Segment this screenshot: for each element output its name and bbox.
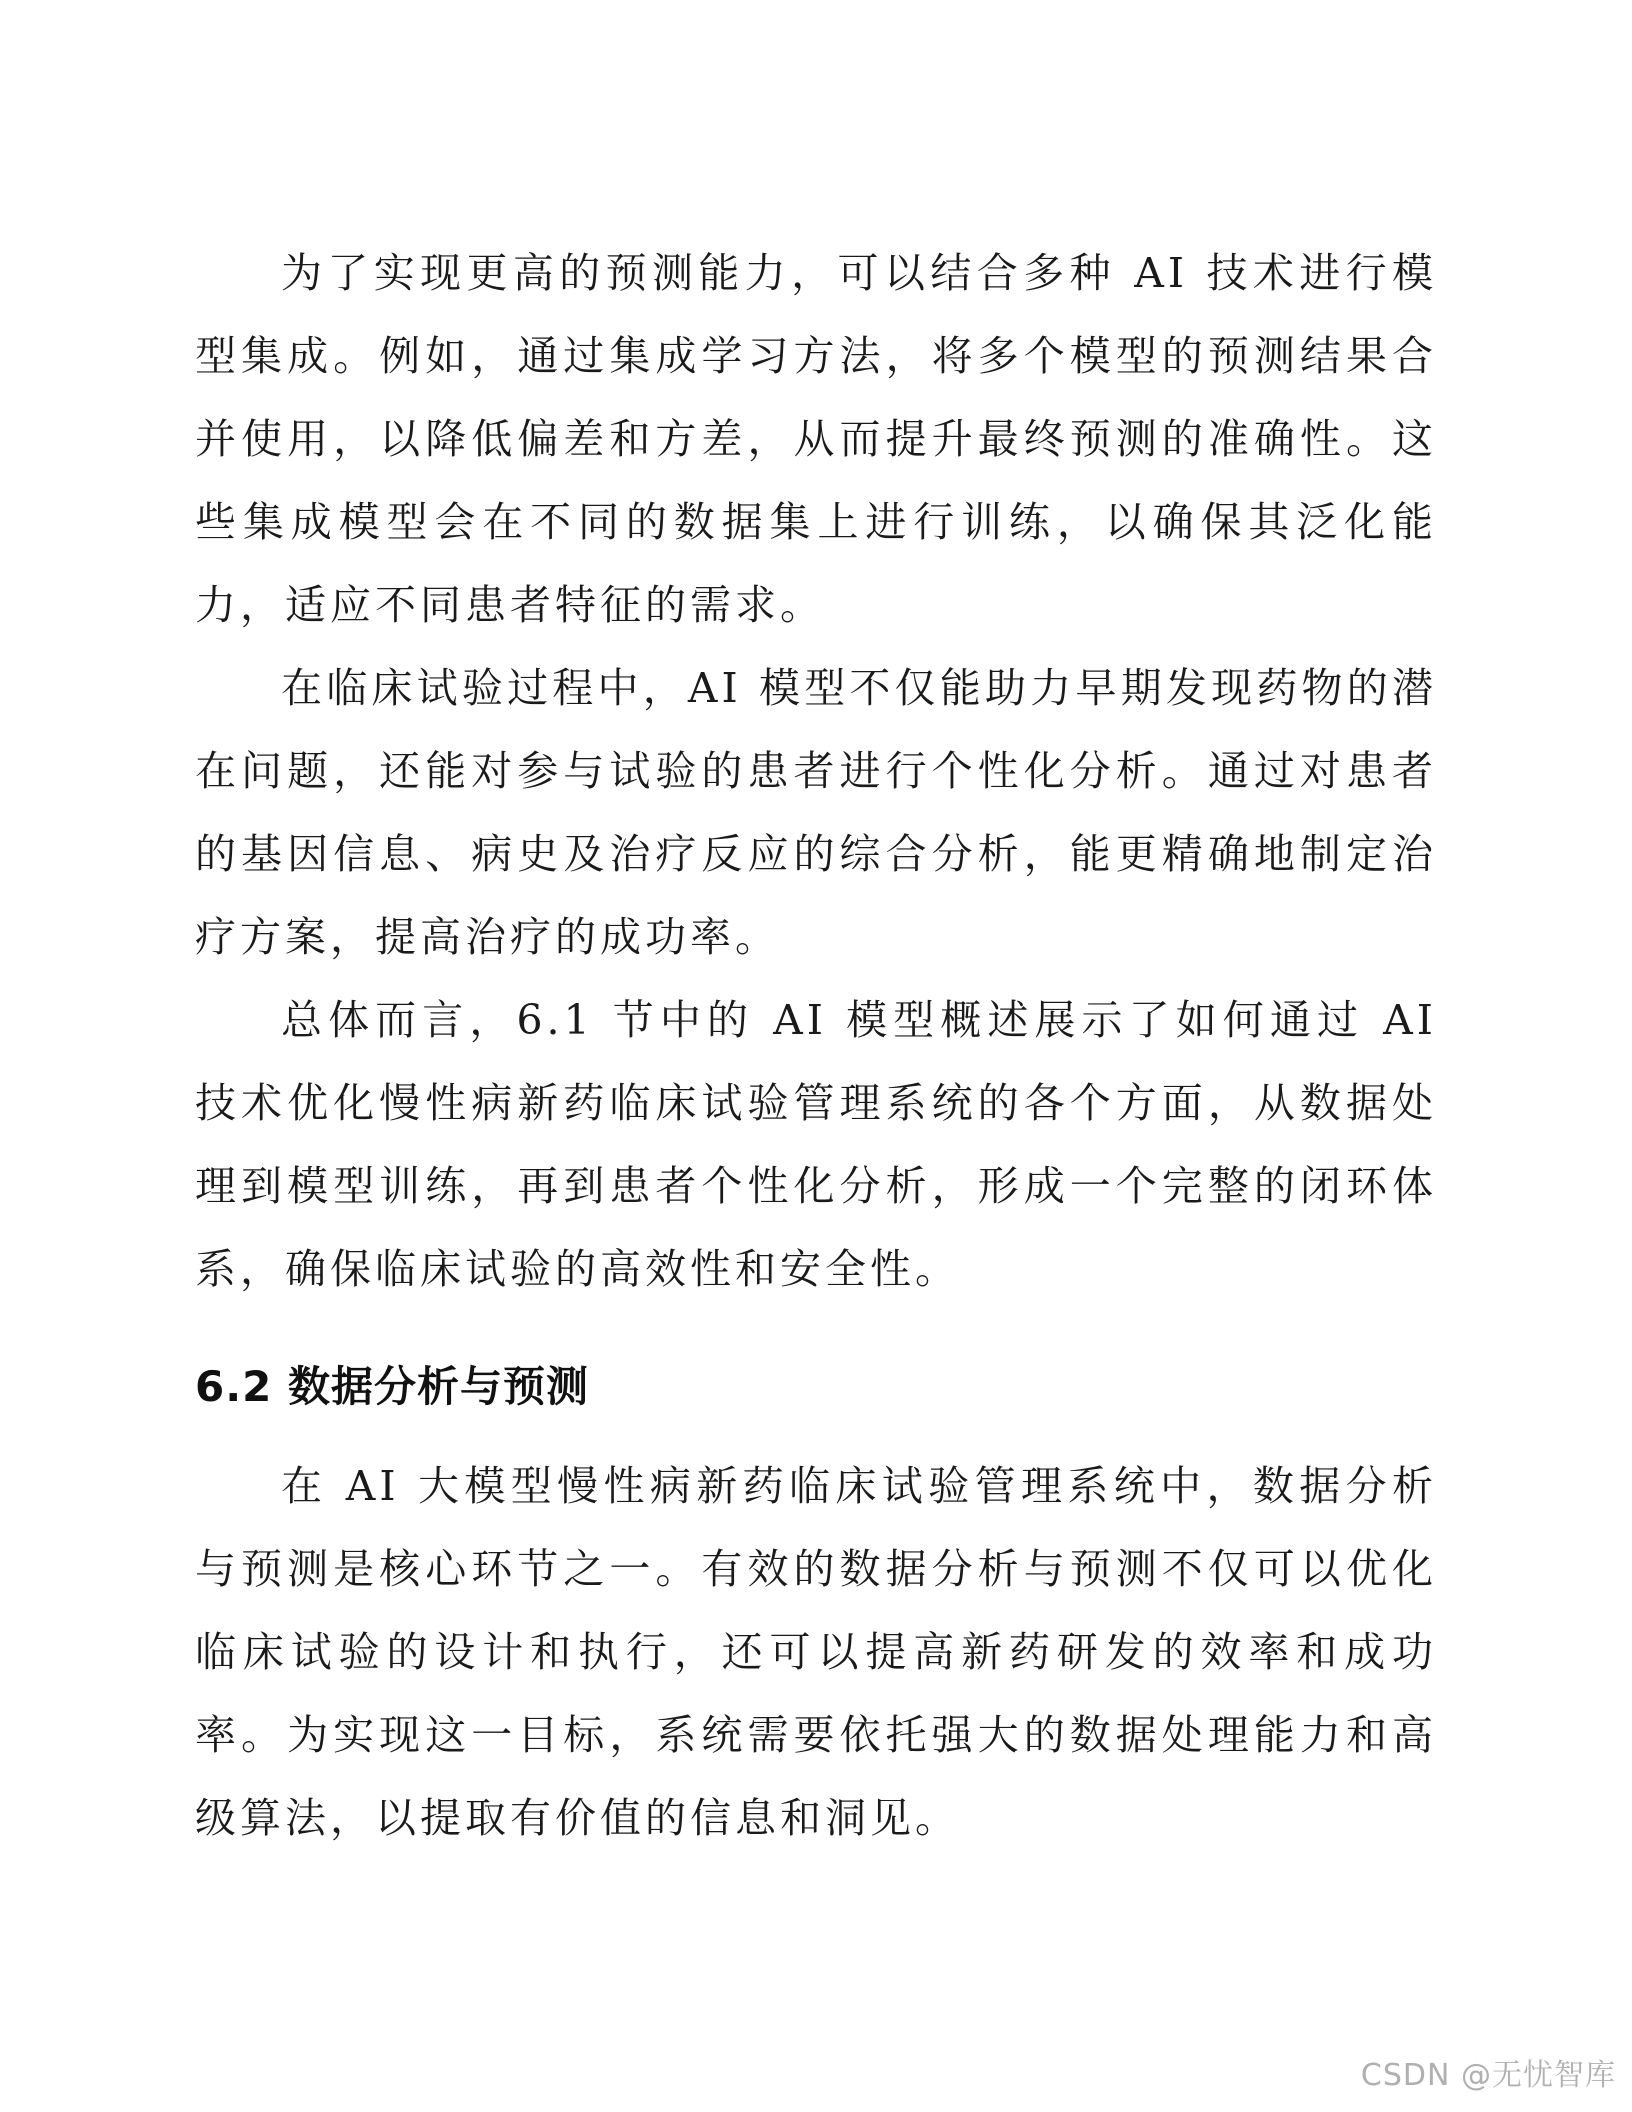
paragraph-model-ensemble: 为了实现更高的预测能力，可以结合多种 AI 技术进行模型集成。例如，通过集成学习方法，将多个模型的预测结果合并使用，以降低偏差和方差，从而提升最终预测的准确性。这些集成模型会在不同的数据集上进行训练，以确保其泛化能力，适应不同患者特征的需求。: [195, 249, 1437, 629]
document-body: [195, 232, 1437, 1860]
section-heading: 6.2 数据分析与预测: [195, 1362, 590, 1411]
paragraph-data-analysis-intro: 在 AI 大模型慢性病新药临床试验管理系统中，数据分析与预测是核心环节之一。有效的数据分析与预测不仅可以优化临床试验的设计和执行，还可以提高新药研发的效率和成功率。为实现这一目标，系统需要依托强大的数据处理能力和高级算法，以提取有价值的信息和洞见。: [195, 1462, 1437, 1842]
paragraph-clinical-trial-analysis: 在临床试验过程中，AI 模型不仅能助力早期发现药物的潜在问题，还能对参与试验的患者进行个性化分析。通过对患者的基因信息、病史及治疗反应的综合分析，能更精确地制定治疗方案，提高治疗的成功率。: [195, 664, 1437, 961]
watermark: CSDN @无忧智库: [1360, 2058, 1616, 2093]
paragraph-summary: 总体而言，6.1 节中的 AI 模型概述展示了如何通过 AI 技术优化慢性病新药临床试验管理系统的各个方面，从数据处理到模型训练，再到患者个性化分析，形成一个完整的闭环体系，确保临床试验的高效性和安全性。: [195, 996, 1437, 1293]
